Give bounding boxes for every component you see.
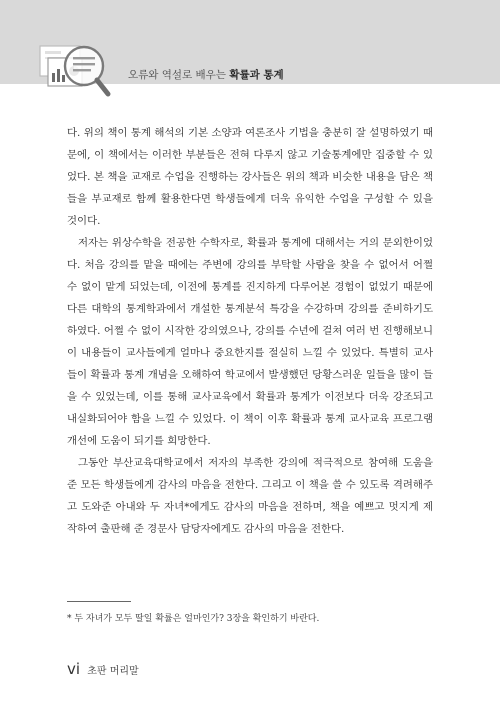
magnifier-over-charts-icon	[34, 36, 114, 104]
header-title-prefix: 오류와 역설로 배우는	[128, 69, 226, 81]
running-header-title	[128, 67, 284, 82]
paragraph-2: 저자는 위상수학을 전공한 수학자로, 확률과 통계에 대해서는 거의 문외한이었다. 처음 강의를 맡을 때에는 주변에 강의를 부탁할 사람을 찾을 수 없어서 어쩔 수 없이 맡게 되었는데, 이전에 통계를 진지하게 다루어본 경험이 없었기 때문에 다른 대학의 통계학과에서 개설한 통계분석 특강을 수강하며 강의를 준비하기도 하였다. 어쩔 수 없이 시작한 강의였으나, 강의를 수년에 걸쳐 여러 번 진행해보니 이 내용들이 교사들에게 얼마나 중요한지를 절실히 느낄 수 있었다. 특별히 교사들이 확률과 통계 개념을 오해하여 학교에서 발생했던 당황스러운 일들을 많이 들을 수 있었는데, 이를 통해 교사교육에서 확률과 통계가 이전보다 더욱 강조되고 내실화되어야 함을 느낄 수 있었다. 이 책이 이후 확률과 통계 교사교육 프로그램 개선에 도움이 되기를 희망한다.	[67, 237, 433, 447]
footnote-rule	[67, 601, 131, 602]
header-title-bold: 확률과 통계	[229, 69, 284, 81]
page-number: vi	[67, 660, 81, 678]
folio-section: 초판 머리말	[87, 666, 139, 677]
paragraph-3: 그동안 부산교육대학교에서 저자의 부족한 강의에 적극적으로 참여해 도움을 준 모든 학생들에게 감사의 마음을 전한다. 그리고 이 책을 쓸 수 있도록 격려해주고 도와준 아내와 두 자녀*에게도 감사의 마음을 전하며, 책을 예쁘고 멋지게 제작하여 출판해 준 경문사 담당자에게도 감사의 마음을 전한다.	[67, 457, 433, 535]
paragraph-1: 다. 위의 책이 통계 해석의 기본 소양과 여론조사 기법을 충분히 잘 설명하였기 때문에, 이 책에서는 이러한 부분들은 전혀 다루지 않고 기술통계에만 집중할 수 있었다. 본 책을 교재로 수업을 진행하는 강사들은 위의 책과 비슷한 내용을 담은 책들을 부교재로 함께 활용한다면 학생들에게 더욱 유익한 수업을 구성할 수 있을 것이다.	[67, 127, 433, 227]
body-text	[67, 122, 433, 540]
footnote: * 두 자녀가 모두 딸일 확률은 얼마인가? 3장을 확인하기 바란다.	[67, 614, 320, 624]
page-folio	[67, 660, 139, 678]
